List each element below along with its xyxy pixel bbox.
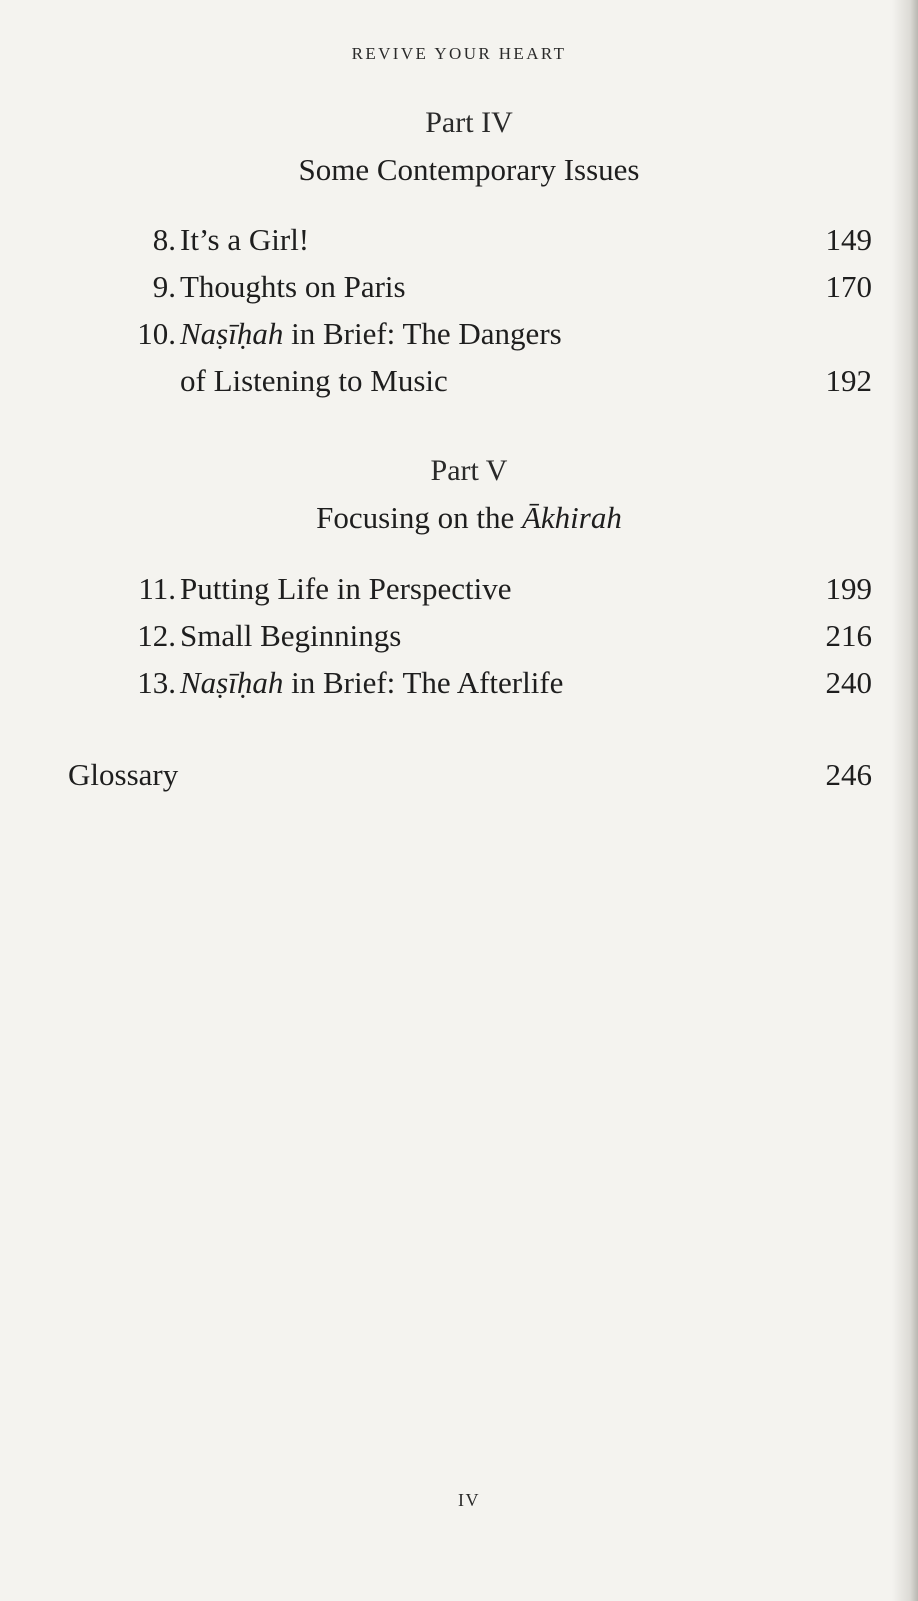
entry-title — [180, 663, 563, 703]
entry-page: 240 — [825, 665, 872, 700]
entry-number: 13. — [137, 665, 176, 700]
entry-title-rest: in Brief: The Dangers — [283, 316, 562, 351]
part-v-title-italic: Ākhirah — [521, 500, 622, 535]
glossary-title: Glossary — [68, 757, 179, 792]
entry-title-italic: Naṣīḥah — [180, 316, 284, 351]
entry-page: 170 — [825, 269, 872, 304]
entry-number: 11. — [138, 571, 176, 606]
entry-page: 149 — [825, 222, 872, 257]
part-iv-title — [0, 152, 918, 188]
entry-title — [180, 314, 562, 354]
part-v-title-text: Focusing on the — [316, 500, 522, 535]
entry-number: 12. — [137, 618, 176, 653]
toc-entry-10[interactable] — [0, 314, 918, 354]
part-iv-label: Part IV — [425, 106, 513, 139]
part-v-title — [0, 500, 918, 536]
toc-entry-12[interactable] — [0, 616, 918, 656]
glossary-page: 246 — [825, 757, 872, 792]
entry-number: 8. — [152, 222, 176, 257]
toc-entry-8[interactable] — [0, 220, 918, 260]
entry-title: Putting Life in Perspective — [180, 571, 512, 606]
toc-entry-glossary[interactable] — [0, 755, 918, 795]
page-folio: IV — [458, 1490, 480, 1510]
running-head: REVIVE YOUR HEART — [351, 44, 567, 63]
entry-title-italic: Naṣīḥah — [180, 665, 284, 700]
entry-page: 199 — [825, 571, 872, 606]
entry-title: It’s a Girl! — [180, 222, 310, 257]
entry-page: 192 — [825, 363, 872, 398]
entry-title: Thoughts on Paris — [180, 269, 406, 304]
part-v-label: Part V — [430, 454, 508, 487]
toc-entry-9[interactable] — [0, 267, 918, 307]
toc-entry-10-continued[interactable] — [0, 361, 918, 401]
entry-number: 9. — [152, 269, 176, 304]
toc-entry-13[interactable] — [0, 663, 918, 703]
part-iv-title-text: Some Contemporary Issues — [298, 152, 640, 187]
entry-title-rest: in Brief: The Afterlife — [283, 665, 564, 700]
entry-number: 10. — [137, 316, 176, 351]
entry-title-line2: of Listening to Music — [180, 363, 448, 398]
entry-title: Small Beginnings — [180, 618, 402, 653]
toc-entry-11[interactable] — [0, 569, 918, 609]
entry-page: 216 — [825, 618, 872, 653]
